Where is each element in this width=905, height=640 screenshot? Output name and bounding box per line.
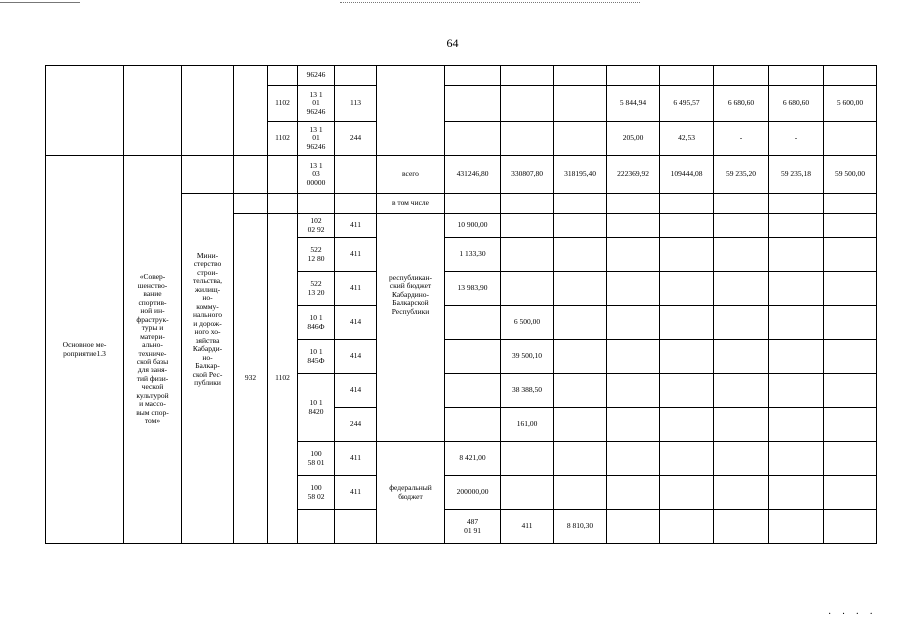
cell-total xyxy=(445,306,501,340)
responsible-ministry: Мини- стерство строи- тельства, жилищ- но- комму- нального и дорож- ного хо- зяйства Кабарди- но- Балкар- ской Рес- публики xyxy=(182,194,234,544)
cell-y6 xyxy=(769,306,824,340)
cell-y6 xyxy=(769,340,824,374)
cell-y4 xyxy=(660,442,714,476)
cell-y7 xyxy=(824,66,877,86)
cell-y7 xyxy=(824,408,877,442)
cell-y3 xyxy=(607,340,660,374)
source-republic-budget: республикан- ский бюджет Кабардино- Балкарской Республики xyxy=(377,214,445,442)
cell-y1 xyxy=(501,122,554,156)
cell-y6 xyxy=(769,476,824,510)
cell-vr: 411 xyxy=(335,442,377,476)
cell-y4 xyxy=(660,408,714,442)
cell-grbs xyxy=(234,194,268,214)
cell-y4 xyxy=(660,272,714,306)
cell-y6 xyxy=(769,66,824,86)
cell-total xyxy=(445,340,501,374)
cell-y3 xyxy=(607,374,660,408)
cell-y1: 6 500,00 xyxy=(501,306,554,340)
page-number: 64 xyxy=(446,36,459,50)
cell-y7 xyxy=(824,214,877,238)
cell-y7 xyxy=(824,272,877,306)
event-title: Основное ме- роприятие1.3 xyxy=(46,156,124,544)
cell-vr: 411 xyxy=(501,510,554,544)
cell-y2 xyxy=(554,66,607,86)
cell-y3: 5 844,94 xyxy=(607,86,660,122)
cell-y5: - xyxy=(714,122,769,156)
cell-y7: 59 500,00 xyxy=(824,156,877,194)
cell-section xyxy=(335,510,377,544)
cell-y3 xyxy=(607,66,660,86)
cell-y3 xyxy=(607,238,660,272)
cell-name xyxy=(124,66,182,156)
cell-y1 xyxy=(501,66,554,86)
cell-y5 xyxy=(714,238,769,272)
cell-source: всего xyxy=(377,156,445,194)
cell-total: 8 810,30 xyxy=(554,510,607,544)
event-description: «Совер- шенство- вание спортив- ной ин- фраструк- туры и матери- ально- техниче- ской базы для заня- тий физи- ческой культурой и массо- вым спор- том» xyxy=(124,156,182,544)
cell-y2 xyxy=(554,194,607,214)
cell-y1 xyxy=(501,442,554,476)
cell-source: в том числе xyxy=(377,194,445,214)
cell-y5 xyxy=(714,476,769,510)
table-row xyxy=(46,66,877,86)
cell-y3 xyxy=(607,476,660,510)
cell-y7 xyxy=(824,238,877,272)
cell-code: 100 58 02 xyxy=(298,476,335,510)
cell-code: 13 1 01 96246 xyxy=(298,86,335,122)
cell-code: 10 1 8420 xyxy=(298,374,335,442)
scan-specks: · · · · xyxy=(828,609,877,620)
cell-section xyxy=(268,194,298,214)
cell-total xyxy=(445,194,501,214)
cell-y7 xyxy=(824,442,877,476)
cell-section: 1102 xyxy=(268,122,298,156)
cell-y4 xyxy=(660,374,714,408)
table-row xyxy=(46,156,877,194)
cell-y5 xyxy=(714,306,769,340)
cell-y5 xyxy=(714,66,769,86)
cell-y3 xyxy=(714,510,769,544)
cell-y4 xyxy=(660,476,714,510)
cell-y6: 59 235,18 xyxy=(769,156,824,194)
cell-y3 xyxy=(607,408,660,442)
cell-y4 xyxy=(660,306,714,340)
cell-y2 xyxy=(554,374,607,408)
cell-y4 xyxy=(660,194,714,214)
cell-y5 xyxy=(714,194,769,214)
cell-total: 200000,00 xyxy=(445,476,501,510)
cell-vr: 244 xyxy=(335,408,377,442)
cell-y4: 42,53 xyxy=(660,122,714,156)
cell-y2 xyxy=(554,408,607,442)
cell-y4 xyxy=(660,238,714,272)
cell-vr xyxy=(335,66,377,86)
cell-grbs xyxy=(234,156,268,194)
cell-total xyxy=(445,66,501,86)
cell-vr: 414 xyxy=(335,374,377,408)
cell-vr xyxy=(335,194,377,214)
cell-code: 13 1 01 96246 xyxy=(298,122,335,156)
cell-y6 xyxy=(769,374,824,408)
cell-y1 xyxy=(501,476,554,510)
cell-y5 xyxy=(714,340,769,374)
cell-vr: 411 xyxy=(335,214,377,238)
cell-y4: 109444,08 xyxy=(660,156,714,194)
cell-y1: 330807,80 xyxy=(501,156,554,194)
cell-y2 xyxy=(554,306,607,340)
cell-total: 8 421,00 xyxy=(445,442,501,476)
cell-section xyxy=(268,66,298,86)
cell-vr xyxy=(335,156,377,194)
cell-y4 xyxy=(660,66,714,86)
cell-total: 1 133,30 xyxy=(445,238,501,272)
cell-y2 xyxy=(554,214,607,238)
cell-total xyxy=(445,374,501,408)
cell-y6 xyxy=(769,194,824,214)
cell-y1 xyxy=(501,214,554,238)
cell-y1 xyxy=(501,238,554,272)
cell-y1: 39 500,10 xyxy=(501,340,554,374)
cell-vr: 411 xyxy=(335,272,377,306)
cell-ministry xyxy=(182,156,234,194)
cell-y5 xyxy=(824,510,877,544)
grbs-code: 932 xyxy=(234,214,268,544)
cell-y1: 38 388,50 xyxy=(501,374,554,408)
cell-y2 xyxy=(554,238,607,272)
cell-y6: - xyxy=(769,122,824,156)
cell-code: 487 01 91 xyxy=(445,510,501,544)
top-rule-right xyxy=(340,2,640,3)
cell-code: 96246 xyxy=(298,66,335,86)
cell-y5 xyxy=(714,374,769,408)
cell-code: 522 12 80 xyxy=(298,238,335,272)
cell-y7 xyxy=(824,476,877,510)
cell-total xyxy=(445,408,501,442)
cell-vr: 411 xyxy=(335,476,377,510)
section-code: 1102 xyxy=(268,214,298,544)
source-federal-budget: федеральный бюджет xyxy=(377,442,445,544)
cell-y2 xyxy=(554,122,607,156)
cell-y5 xyxy=(714,442,769,476)
cell-y3 xyxy=(607,306,660,340)
cell-vr: 113 xyxy=(335,86,377,122)
cell-y3 xyxy=(607,214,660,238)
cell-ministry xyxy=(182,66,234,156)
cell-y5 xyxy=(714,408,769,442)
cell-y1 xyxy=(607,510,660,544)
cell-y1 xyxy=(501,194,554,214)
cell-y7 xyxy=(824,340,877,374)
cell-y4: 6 495,57 xyxy=(660,86,714,122)
cell-vr: 414 xyxy=(335,306,377,340)
cell-code: 13 1 03 00000 xyxy=(298,156,335,194)
cell-y2 xyxy=(554,86,607,122)
cell-y3 xyxy=(607,442,660,476)
budget-table xyxy=(45,65,877,544)
cell-y7 xyxy=(824,194,877,214)
cell-y4 xyxy=(660,214,714,238)
cell-total xyxy=(445,86,501,122)
cell-y3: 222369,92 xyxy=(607,156,660,194)
cell-code: 10 1 846Ф xyxy=(298,306,335,340)
cell-y6 xyxy=(769,272,824,306)
cell-y7 xyxy=(824,122,877,156)
cell-y6 xyxy=(769,214,824,238)
cell-total: 13 983,90 xyxy=(445,272,501,306)
cell-y6 xyxy=(769,238,824,272)
cell-y7 xyxy=(824,374,877,408)
cell-y4 xyxy=(769,510,824,544)
cell-vr: 244 xyxy=(335,122,377,156)
cell-grbs xyxy=(298,510,335,544)
cell-total: 10 900,00 xyxy=(445,214,501,238)
cell-section: 1102 xyxy=(268,86,298,122)
cell-source xyxy=(377,66,445,156)
cell-grbs xyxy=(234,66,268,156)
cell-y2 xyxy=(554,340,607,374)
cell-y6: 6 680,60 xyxy=(769,86,824,122)
cell-code: 10 1 845Ф xyxy=(298,340,335,374)
cell-section xyxy=(268,156,298,194)
cell-y2 xyxy=(660,510,714,544)
cell-y5 xyxy=(714,214,769,238)
cell-code: 522 13 20 xyxy=(298,272,335,306)
cell-total: 431246,80 xyxy=(445,156,501,194)
cell-y1 xyxy=(501,86,554,122)
cell-y5: 6 680,60 xyxy=(714,86,769,122)
cell-code: 100 58 01 xyxy=(298,442,335,476)
cell-y5: 59 235,20 xyxy=(714,156,769,194)
cell-y1 xyxy=(501,272,554,306)
cell-y2 xyxy=(554,476,607,510)
cell-total xyxy=(445,122,501,156)
cell-y3: 205,00 xyxy=(607,122,660,156)
cell-y6 xyxy=(769,442,824,476)
cell-y2 xyxy=(554,442,607,476)
cell-vr: 411 xyxy=(335,238,377,272)
cell-y1: 161,00 xyxy=(501,408,554,442)
top-rule-left xyxy=(0,2,80,3)
cell-y3 xyxy=(607,272,660,306)
cell-y2: 318195,40 xyxy=(554,156,607,194)
cell-y7: 5 600,00 xyxy=(824,86,877,122)
cell-y3 xyxy=(607,194,660,214)
cell-event xyxy=(46,66,124,156)
cell-y6 xyxy=(769,408,824,442)
cell-y4 xyxy=(660,340,714,374)
cell-vr: 414 xyxy=(335,340,377,374)
cell-y2 xyxy=(554,272,607,306)
cell-code: 102 02 92 xyxy=(298,214,335,238)
cell-code xyxy=(298,194,335,214)
cell-y7 xyxy=(824,306,877,340)
cell-y5 xyxy=(714,272,769,306)
